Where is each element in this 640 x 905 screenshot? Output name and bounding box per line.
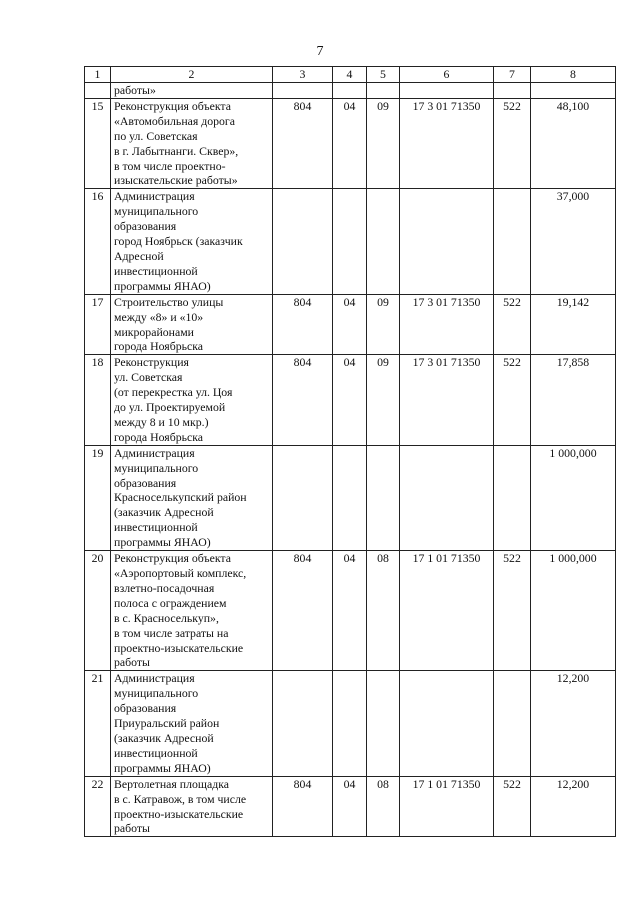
row-code-7 [494, 189, 531, 294]
row-code-6 [400, 445, 494, 550]
row-code-3 [273, 83, 333, 99]
row-name: Вертолетная площадка в с. Катравож, в том числе проектно-изыскательские работы [111, 776, 273, 837]
row-code-6 [400, 189, 494, 294]
row-code-7: 522 [494, 98, 531, 188]
row-name: Администрация муниципального образования город Ноябрьск (заказчик Адресной инвестиционной программы ЯНАО) [111, 189, 273, 294]
table-row [85, 294, 616, 355]
row-number [85, 83, 111, 99]
row-code-4: 04 [333, 98, 367, 188]
row-code-3: 804 [273, 294, 333, 355]
row-code-5 [367, 671, 400, 776]
row-amount: 12,200 [531, 671, 616, 776]
row-number: 17 [85, 294, 111, 355]
row-name: работы» [111, 83, 273, 99]
column-header: 4 [333, 67, 367, 83]
row-code-7: 522 [494, 294, 531, 355]
row-code-6: 17 1 01 71350 [400, 776, 494, 837]
row-code-6 [400, 83, 494, 99]
row-number: 18 [85, 355, 111, 445]
row-code-4 [333, 445, 367, 550]
table-row [85, 98, 616, 188]
row-code-6: 17 3 01 71350 [400, 98, 494, 188]
row-amount: 1 000,000 [531, 551, 616, 671]
row-code-5: 09 [367, 355, 400, 445]
table-row [85, 551, 616, 671]
row-code-3: 804 [273, 98, 333, 188]
row-code-5: 08 [367, 776, 400, 837]
row-name: Строительство улицы между «8» и «10» микрорайонами города Ноябрьска [111, 294, 273, 355]
column-header: 7 [494, 67, 531, 83]
row-name: Реконструкция объекта «Автомобильная дорога по ул. Советская в г. Лабытнанги. Сквер», в том числе проектно- изыскательские работы» [111, 98, 273, 188]
row-code-7: 522 [494, 355, 531, 445]
column-header: 5 [367, 67, 400, 83]
row-code-6: 17 3 01 71350 [400, 355, 494, 445]
row-code-4 [333, 189, 367, 294]
budget-table [84, 66, 616, 837]
row-code-5: 09 [367, 98, 400, 188]
row-code-4: 04 [333, 355, 367, 445]
column-header: 3 [273, 67, 333, 83]
row-amount: 12,200 [531, 776, 616, 837]
row-name: Реконструкция объекта «Аэропортовый комплекс, взлетно-посадочная полоса с ограждением в с. Красноселькуп», в том числе затраты на проектно-изыскательские работы [111, 551, 273, 671]
row-number: 15 [85, 98, 111, 188]
row-code-7 [494, 671, 531, 776]
column-header: 6 [400, 67, 494, 83]
row-code-7: 522 [494, 776, 531, 837]
row-code-4: 04 [333, 294, 367, 355]
row-code-3: 804 [273, 776, 333, 837]
page-number: 7 [316, 44, 324, 59]
row-amount: 19,142 [531, 294, 616, 355]
table-row [85, 355, 616, 445]
row-code-4: 04 [333, 776, 367, 837]
row-code-4: 04 [333, 551, 367, 671]
table-row [85, 83, 616, 99]
row-code-6: 17 3 01 71350 [400, 294, 494, 355]
column-header: 8 [531, 67, 616, 83]
row-amount: 1 000,000 [531, 445, 616, 550]
row-code-5 [367, 189, 400, 294]
row-name: Администрация муниципального образования Приуральский район (заказчик Адресной инвестиционной программы ЯНАО) [111, 671, 273, 776]
row-code-3: 804 [273, 355, 333, 445]
row-code-3 [273, 671, 333, 776]
table-row [85, 776, 616, 837]
row-code-6: 17 1 01 71350 [400, 551, 494, 671]
table-header-row [85, 67, 616, 83]
row-number: 19 [85, 445, 111, 550]
row-name: Администрация муниципального образования Красноселькупский район (заказчик Адресной инвестиционной программы ЯНАО) [111, 445, 273, 550]
table-row [85, 189, 616, 294]
row-amount: 17,858 [531, 355, 616, 445]
row-code-5: 09 [367, 294, 400, 355]
table-row [85, 671, 616, 776]
row-number: 20 [85, 551, 111, 671]
row-amount [531, 83, 616, 99]
table-row [85, 445, 616, 550]
row-code-5 [367, 445, 400, 550]
column-header: 1 [85, 67, 111, 83]
row-code-3 [273, 189, 333, 294]
row-code-7 [494, 445, 531, 550]
row-amount: 48,100 [531, 98, 616, 188]
row-amount: 37,000 [531, 189, 616, 294]
row-code-6 [400, 671, 494, 776]
row-number: 21 [85, 671, 111, 776]
row-code-7 [494, 83, 531, 99]
row-number: 16 [85, 189, 111, 294]
row-number: 22 [85, 776, 111, 837]
row-code-7: 522 [494, 551, 531, 671]
row-code-3: 804 [273, 551, 333, 671]
column-header: 2 [111, 67, 273, 83]
row-code-4 [333, 83, 367, 99]
row-code-5: 08 [367, 551, 400, 671]
row-name: Реконструкция ул. Советская (от перекрестка ул. Цоя до ул. Проектируемой между 8 и 10 мкр.) города Ноябрьска [111, 355, 273, 445]
row-code-3 [273, 445, 333, 550]
row-code-5 [367, 83, 400, 99]
row-code-4 [333, 671, 367, 776]
